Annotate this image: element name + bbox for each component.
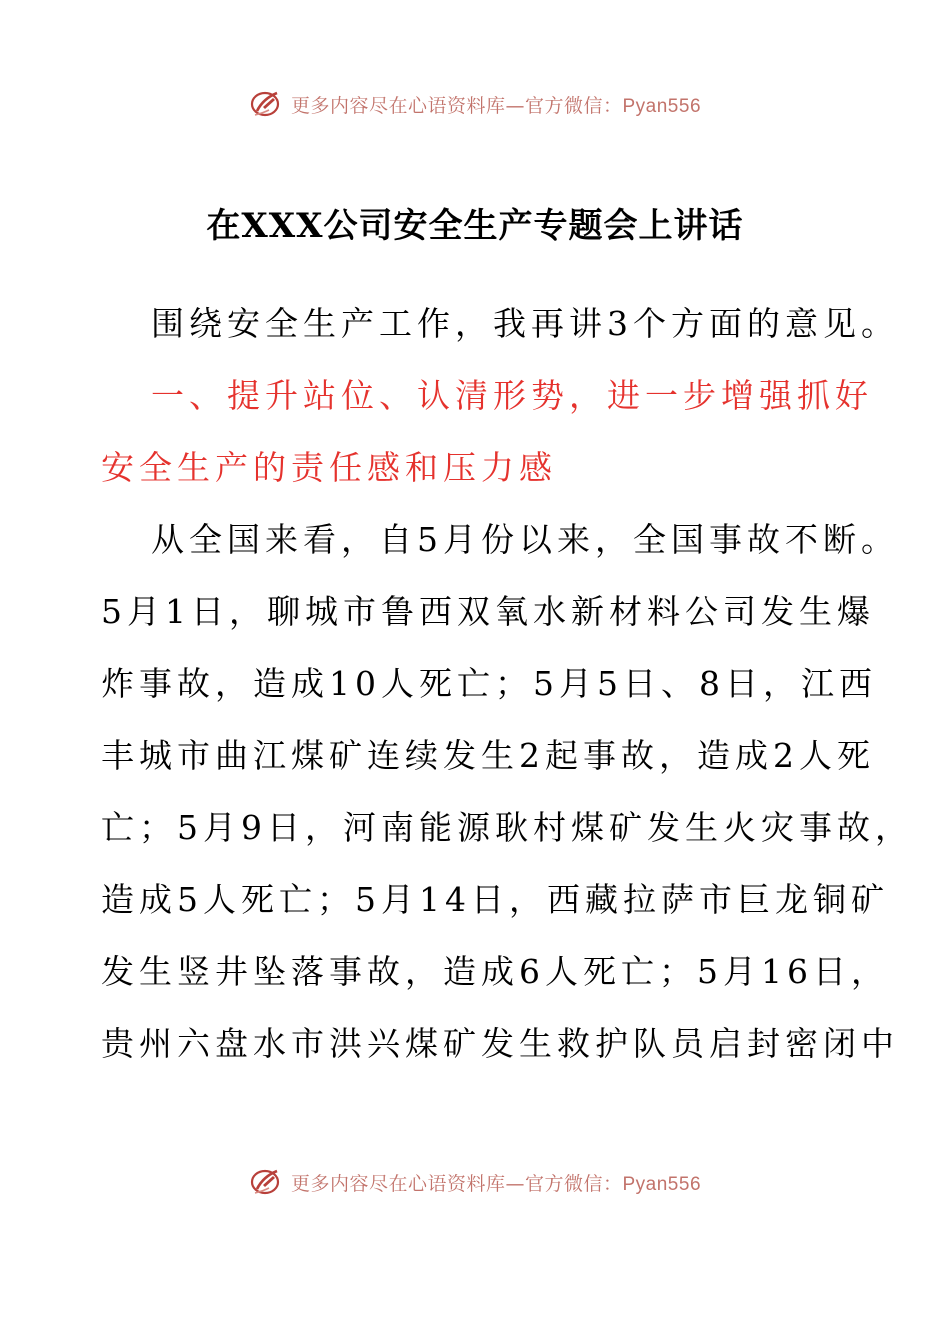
body-line: 从全国来看，自5月份以来，全国事故不断。 [151, 520, 899, 559]
body-line: 造成5人死亡；5月14日，西藏拉萨市巨龙铜矿 [101, 880, 889, 919]
header-watermark [0, 84, 950, 124]
pen-swirl-logo-icon [249, 1165, 283, 1199]
body-line: 发生竖井坠落事故，造成6人死亡；5月16日， [101, 952, 889, 991]
watermark-wechat-id: Pyan556 [622, 95, 702, 117]
body-line: 贵州六盘水市洪兴煤矿发生救护队员启封密闭中 [101, 1024, 899, 1063]
document-title: 在XXX公司安全生产专题会上讲话 [206, 206, 744, 246]
footer-watermark [0, 1162, 950, 1202]
section-heading-line: 安全生产的责任感和压力感 [101, 448, 557, 487]
section-heading-line: 一、提升站位、认清形势，进一步增强抓好 [151, 376, 873, 415]
body-line: 炸事故，造成10人死亡；5月5日、8日，江西 [101, 664, 877, 703]
body-line: 亡；5月9日，河南能源耿村煤矿发生火灾事故， [101, 808, 913, 847]
document-body [101, 288, 913, 1080]
watermark-text: 更多内容尽在心语资料库—官方微信：Pyan556 [290, 94, 702, 117]
body-line: 围绕安全生产工作，我再讲3个方面的意见。 [151, 304, 899, 343]
body-line: 丰城市曲江煤矿连续发生2起事故，造成2人死 [101, 736, 875, 775]
watermark-text: 更多内容尽在心语资料库—官方微信：Pyan556 [290, 1172, 702, 1195]
body-line: 5月1日，聊城市鲁西双氧水新材料公司发生爆 [101, 592, 875, 631]
pen-swirl-logo-icon [249, 87, 283, 121]
watermark-wechat-id: Pyan556 [622, 1173, 702, 1195]
